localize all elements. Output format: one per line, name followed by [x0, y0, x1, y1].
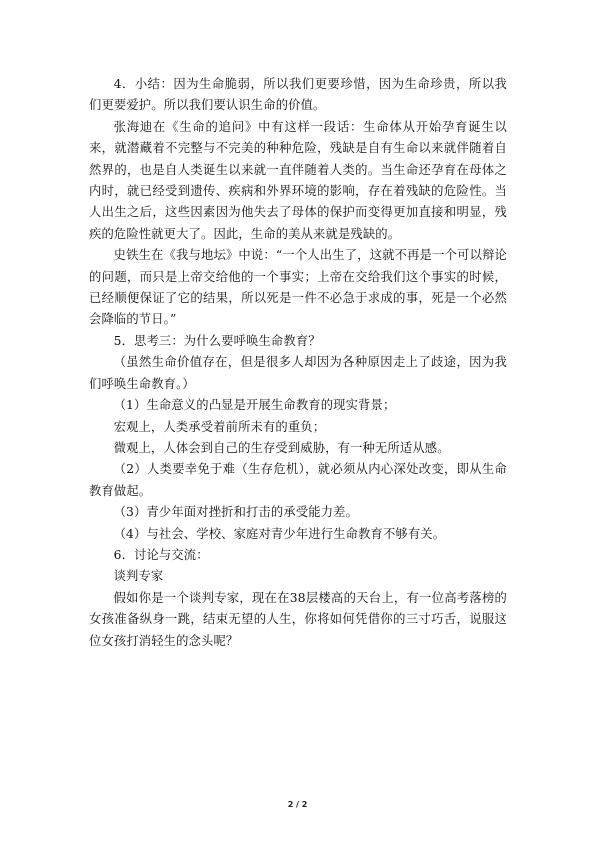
paragraph-point-2: （2）人类要幸免于难（生存危机），就必须从内心深处改变，即从生命教育做起。: [89, 462, 507, 498]
paragraph-summary: 4．小结：因为生命脆弱，所以我们更要珍惜，因为生命珍贵，所以我们更要爱护。所以我们要认识生命的价值。: [89, 77, 507, 113]
paragraph-zhang-haidi-quote: 张海迪在《生命的追问》中有这样一段话：生命体从开始孕育诞生以来，就潜藏着不完整与不完美的种种危险，残缺是自有生命以来就伴随着自然界的，也是自人类诞生以来就一直伴随着人类的。当生命还孕育在母体之内时，就已经受到遗传、疾病和外界环境的影响，存在着残缺的危险性。当人出生之后，这些因素因为他失去了母体的保护而变得更加直接和明显，残疾的危险性就更大了。因此，生命的美从来就是残缺的。: [89, 119, 507, 241]
document-body: [89, 74, 507, 652]
paragraph-negotiation-scenario: 假如你是一个谈判专家，现在在38层楼高的天台上，有一位高考落榜的女孩准备纵身一跳，结束无望的人生，你将如何凭借你的三寸巧舌，说服这位女孩打消轻生的念头呢？: [89, 590, 507, 648]
paragraph-point-4: （4）与社会、学校、家庭对青少年进行生命教育不够有关。: [113, 526, 446, 541]
page-number: 2 / 2: [287, 800, 308, 809]
paragraph-discussion-heading: 6．讨论与交流：: [113, 547, 209, 562]
paragraph-think-three-heading: 5．思考三：为什么要呼唤生命教育？: [113, 333, 321, 348]
paragraph-think-three-answer: （虽然生命价值存在，但是很多人却因为各种原因走上了歧途，因为我们呼唤生命教育。）: [89, 355, 507, 391]
paragraph-point-1: （1）生命意义的凸显是开展生命教育的现实背景；: [113, 398, 396, 413]
paragraph-point-3: （3）青少年面对挫折和打击的承受能力差。: [113, 505, 359, 520]
paragraph-micro-view: 微观上，人体会到自己的生存受到威胁，有一种无所适从感。: [113, 440, 450, 455]
paragraph-shi-tiesheng-quote: 史铁生在《我与地坛》中说：“一个人出生了，这就不再是一个可以辩论的问题，而只是上帝交给他的一个事实；上帝在交给我们这个事实的时候，已经顺便保证了它的结果，所以死是一件不必急于求成的事，死是一个必然会降临的节日。”: [89, 248, 507, 327]
paragraph-negotiation-expert-title: 谈判专家: [113, 569, 164, 584]
paragraph-macro-view: 宏观上，人类承受着前所未有的重负；: [113, 419, 326, 434]
